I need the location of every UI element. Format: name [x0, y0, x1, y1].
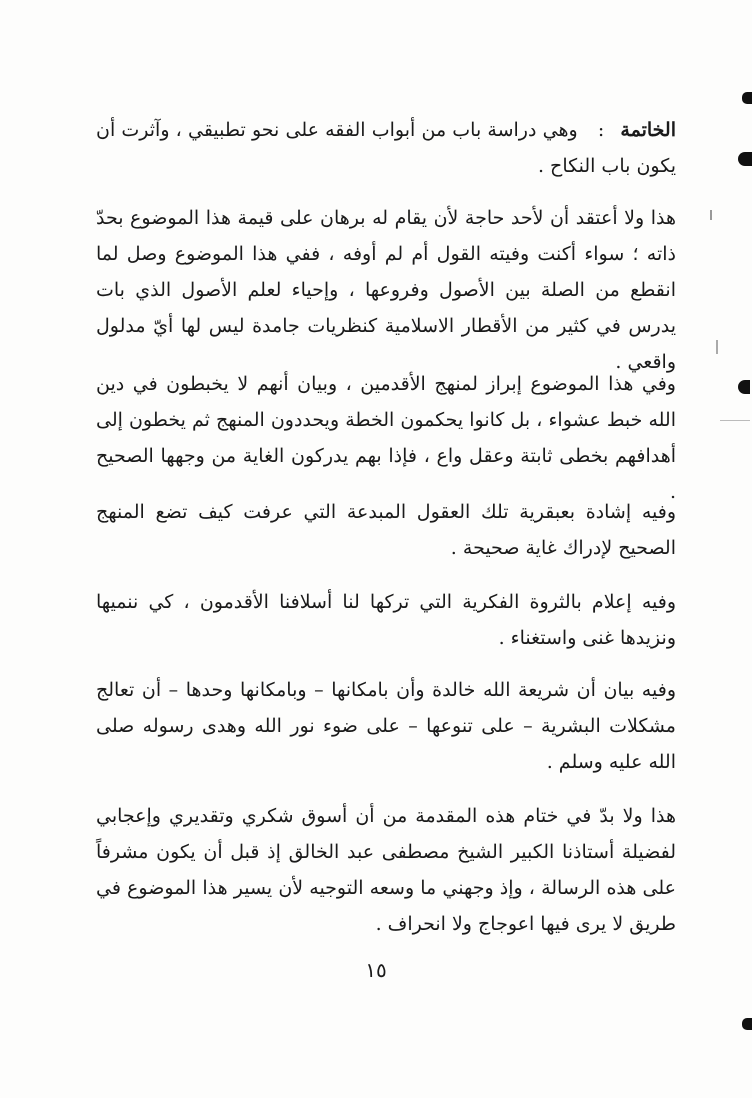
- paragraph: [96, 366, 676, 510]
- paragraph-text: وفي هذا الموضوع إبراز لمنهج الأقدمين ، وبيان أنهم لا يخبطون في دين الله خبط عشواء ، بل كانوا يحكمون الخطة ويحددون المنهج ثم يخطون إلى أهدافهم بخطى ثابتة وعقل واع ، فإذا بهم يدركون الغاية من وجهها الصحيح .: [96, 373, 676, 503]
- scan-speck: [716, 340, 718, 354]
- paragraph: [96, 798, 676, 942]
- scan-mark: [742, 1018, 752, 1030]
- page-number: ١٥: [365, 958, 387, 982]
- heading-text: وهي دراسة باب من أبواب الفقه على نحو تطبيقي ، وآثرت أن يكون باب النكاح .: [96, 119, 676, 177]
- paragraph-text: هذا ولا بدّ في ختام هذه المقدمة من أن أسوق شكري وتقديري وإعجابي لفضيلة أستاذنا الكبير الشيخ مصطفى عبد الخالق إذ قبل أن يكون مشرفاً على هذه الرسالة ، وإذ وجهني ما وسعه التوجيه لأن يسير هذا الموضوع في طريق لا يرى فيها اعوجاج ولا انحراف .: [96, 805, 676, 935]
- scan-speck: [710, 210, 712, 220]
- paragraph: [96, 584, 676, 656]
- title-separator: :: [597, 119, 605, 141]
- paragraph: [96, 672, 676, 780]
- paragraph: [96, 494, 676, 566]
- paragraph-text: وفيه إشادة بعبقرية تلك العقول المبدعة التي عرفت كيف تضع المنهج الصحيح لإدراك غاية صحيحة .: [96, 501, 676, 559]
- paragraph: [96, 200, 676, 380]
- section-title: الخاتمة: [620, 119, 676, 141]
- scan-mark: [738, 152, 752, 166]
- scan-speck: [720, 420, 750, 421]
- paragraph-text: وفيه إعلام بالثروة الفكرية التي تركها لنا أسلافنا الأقدمون ، كي ننميها ونزيدها غنى واستغناء .: [96, 591, 676, 649]
- scan-mark: [738, 380, 750, 394]
- heading-paragraph: [96, 112, 676, 184]
- heading-block: [96, 112, 676, 184]
- paragraph-text: وفيه بيان أن شريعة الله خالدة وأن بامكانها – وبامكانها وحدها – أن تعالج مشكلات البشرية – على تنوعها – على ضوء نور الله وهدى رسوله صلى الله عليه وسلم .: [96, 679, 676, 773]
- paragraph-text: هذا ولا أعتقد أن لأحد حاجة لأن يقام له برهان على قيمة هذا الموضوع بحدّ ذاته ؛ سواء أكنت وفيته القول أم لم أوفه ، ففي هذا الموضوع وصل لما انقطع من الصلة بين الأصول وفروعها ، وإحياء لعلم الأصول الذي بات يدرس في كثير من الأقطار الاسلامية كنظريات جامدة ليس لها أيّ مدلول واقعي .: [96, 207, 676, 373]
- scan-mark: [742, 92, 752, 104]
